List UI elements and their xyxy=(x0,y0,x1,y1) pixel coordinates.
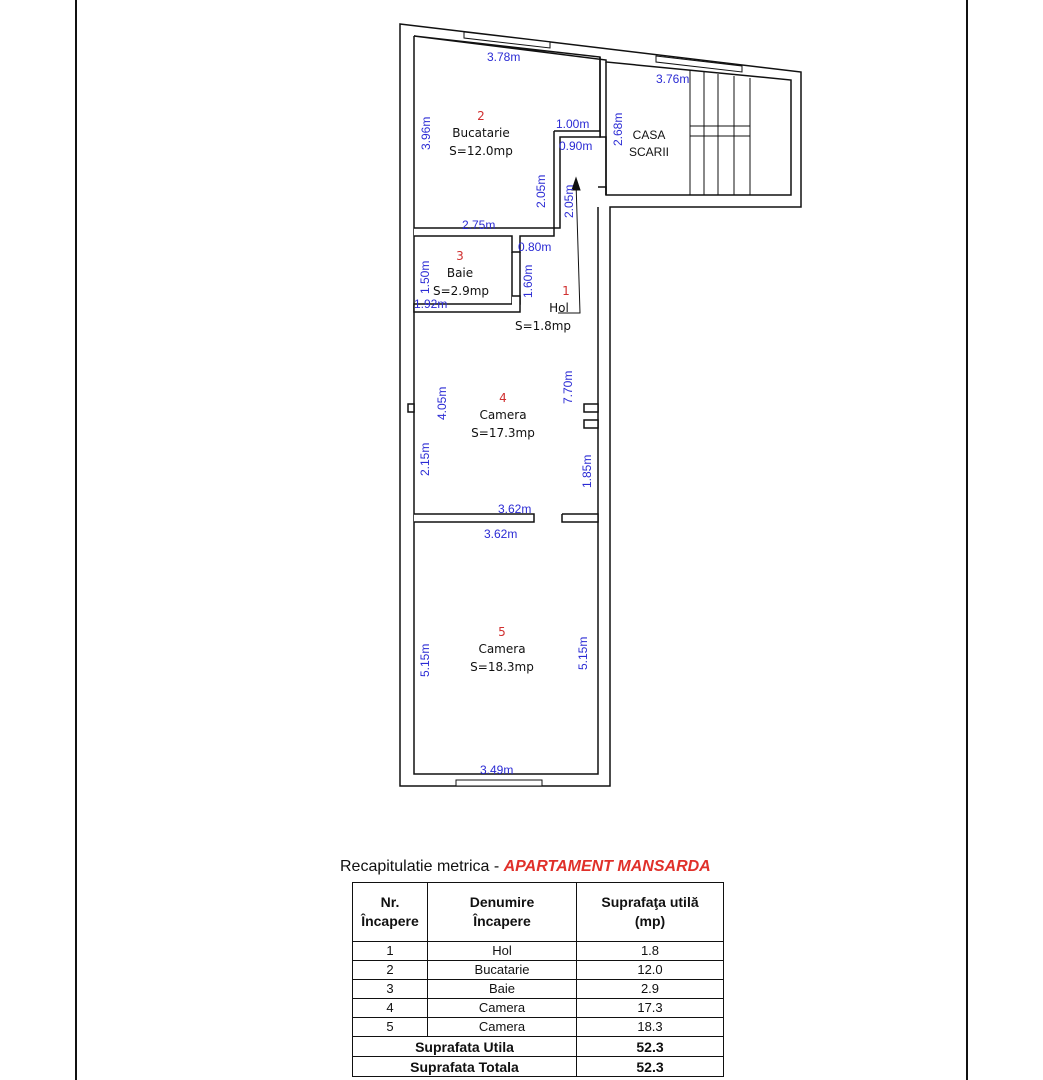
dim-bath-bottom: 1.92m xyxy=(414,297,448,311)
dim-kitchen-inner-right: 2.05m xyxy=(534,174,548,208)
dim-room4-bottom: 3.62m xyxy=(498,502,532,516)
dim-kitchen-bottom: 2.75m xyxy=(462,218,496,232)
stairs-label-line1: CASA xyxy=(632,128,666,142)
recap-caption-title: APARTAMENT MANSARDA xyxy=(503,858,711,875)
row-area: 18.3 xyxy=(577,1018,724,1037)
total-totala-value: 52.3 xyxy=(577,1057,724,1077)
total-utila-row xyxy=(353,1037,724,1057)
room-3-name: Baie xyxy=(446,266,474,280)
room-1-number: 1 xyxy=(562,284,570,298)
stairs xyxy=(690,70,750,195)
header-area-line2: (mp) xyxy=(634,913,666,929)
dim-stairs-top: 3.76m xyxy=(656,72,690,86)
dim-room5-top: 3.62m xyxy=(484,527,518,541)
dim-room5-left: 5.15m xyxy=(418,643,432,677)
room-4-number: 4 xyxy=(499,391,507,405)
dim-hall-right: 2.05m xyxy=(562,184,576,218)
recap-caption-prefix: Recapitulatie metrica - xyxy=(340,858,504,875)
dim-kitchen-notch-right: 0.90m xyxy=(559,139,593,153)
recap-header-row xyxy=(353,883,724,942)
row-nr: 4 xyxy=(353,999,428,1018)
row-name: Bucatarie xyxy=(428,961,577,980)
stairs-label-line2: SCARII xyxy=(628,145,670,159)
dim-room4-left: 4.05m xyxy=(435,386,449,420)
room-2-number: 2 xyxy=(477,109,485,123)
total-utila-value: 52.3 xyxy=(577,1037,724,1057)
recap-caption xyxy=(340,858,711,876)
total-utila-label: Suprafata Utila xyxy=(353,1037,577,1057)
dim-room4-right: 7.70m xyxy=(561,370,575,404)
row-nr: 5 xyxy=(353,1018,428,1037)
total-totala-label: Suprafata Totala xyxy=(353,1057,577,1077)
dim-stairs-left: 2.68m xyxy=(611,112,625,146)
room-4-area: S=17.3mp xyxy=(471,426,535,440)
header-nr-line2: Încapere xyxy=(361,913,419,929)
dim-kitchen-top: 3.78m xyxy=(487,50,521,64)
table-row xyxy=(353,942,724,961)
dim-room4-right-low: 1.85m xyxy=(580,454,594,488)
room-2-area: S=12.0mp xyxy=(449,144,513,158)
total-totala-row xyxy=(353,1057,724,1077)
table-row xyxy=(353,980,724,999)
table-row xyxy=(353,999,724,1018)
header-area-line1: Suprafaţa utilă xyxy=(601,894,699,910)
header-name xyxy=(428,883,577,942)
table-row xyxy=(353,961,724,980)
row-area: 12.0 xyxy=(577,961,724,980)
room-5-number: 5 xyxy=(498,625,506,639)
header-name-line2: Încapere xyxy=(473,913,531,929)
recap-table xyxy=(352,882,724,1077)
header-name-line1: Denumire xyxy=(469,894,535,910)
room-4-name: Camera xyxy=(479,408,527,422)
table-row xyxy=(353,1018,724,1037)
row-area: 17.3 xyxy=(577,999,724,1018)
dim-room5-bottom: 3.49m xyxy=(480,763,514,777)
room-2-name: Bucatarie xyxy=(452,126,510,140)
row-name: Camera xyxy=(428,1018,577,1037)
row-nr: 1 xyxy=(353,942,428,961)
row-name: Hol xyxy=(428,942,577,961)
header-area xyxy=(577,883,724,942)
row-area: 2.9 xyxy=(577,980,724,999)
dim-room4-left-low: 2.15m xyxy=(418,442,432,476)
room-3-number: 3 xyxy=(456,249,464,263)
dim-kitchen-notch-top: 1.00m xyxy=(556,117,590,131)
dim-room5-right: 5.15m xyxy=(576,636,590,670)
dim-bath-left: 1.50m xyxy=(418,260,432,294)
row-area: 1.8 xyxy=(577,942,724,961)
dim-bath-door: 0.80m xyxy=(518,240,552,254)
dim-bath-right: 1.60m xyxy=(521,264,535,298)
room-1-name: Hol xyxy=(549,301,569,315)
header-nr xyxy=(353,883,428,942)
room-1-area: S=1.8mp xyxy=(514,319,572,333)
row-name: Baie xyxy=(428,980,577,999)
row-nr: 2 xyxy=(353,961,428,980)
row-nr: 3 xyxy=(353,980,428,999)
room-5-area: S=18.3mp xyxy=(470,660,534,674)
row-name: Camera xyxy=(428,999,577,1018)
dim-kitchen-left: 3.96m xyxy=(419,116,433,150)
header-nr-line1: Nr. xyxy=(380,894,400,910)
room-3-area: S=2.9mp xyxy=(432,284,490,298)
room-5-name: Camera xyxy=(478,642,526,656)
